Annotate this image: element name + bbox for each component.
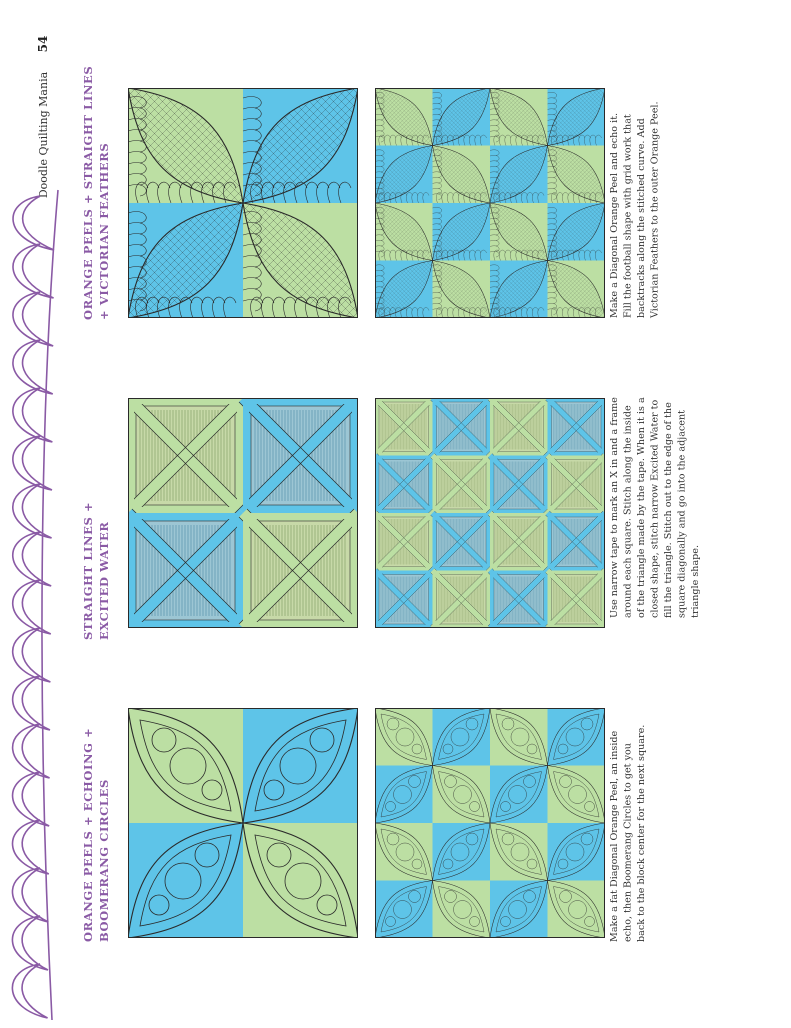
section-title-line: ORANGE PEELS + ECHOING +	[81, 727, 95, 942]
caption-line: around each square. Stitch along the inside	[622, 405, 634, 618]
feather-plume	[13, 484, 52, 538]
caption-line: triangle shape.	[690, 544, 701, 618]
caption-line: Make a fat Diagonal Orange Peel, an inside	[609, 730, 620, 942]
caption-line: Use narrow tape to mark an X in and a frame	[609, 397, 620, 618]
feather-plume	[12, 868, 48, 922]
block-orange-peel-echo-large	[128, 708, 358, 938]
section-captions	[609, 101, 701, 942]
feather-plume	[13, 580, 51, 634]
section-title-line: STRAIGHT LINES +	[81, 501, 95, 640]
feather-border-decoration	[12, 190, 58, 1020]
feather-plume	[13, 436, 52, 490]
feather-spine	[42, 190, 58, 1020]
feather-plume	[13, 676, 50, 730]
section-titles	[81, 66, 111, 942]
caption-line: square diagonally and go into the adjacent	[676, 409, 688, 618]
feather-plume	[12, 916, 48, 970]
feather-plume	[13, 292, 53, 346]
caption-line: Make a Diagonal Orange Peel and echo it.	[609, 112, 620, 318]
caption-line: Fill the football shape with grid work that	[622, 114, 634, 318]
feather-plume	[13, 244, 54, 298]
feather-plume	[12, 964, 47, 1018]
caption-line: back to the block center for the next square.	[636, 724, 647, 942]
caption-line: Victorian Feathers to the outer Orange Peel.	[649, 101, 661, 318]
caption-line: closed shape, stitch narrow Excited Water to	[649, 399, 661, 618]
caption-line: of the triangle made by the tape. When it is a	[636, 397, 647, 618]
block-orange-peel-echo-small	[375, 708, 605, 938]
feather-plume	[13, 820, 49, 874]
section-title-line: EXCITED WATER	[97, 521, 111, 640]
feather-plume	[13, 628, 51, 682]
caption-line: backtracks along the stitched curve. Add	[636, 118, 647, 318]
caption-line: echo, then Boomerang Circles to get you	[622, 743, 634, 942]
block-straight-lines-large	[124, 394, 362, 632]
feather-plume	[13, 196, 54, 250]
section-title-line: ORANGE PEELS + STRAIGHT LINES	[81, 65, 95, 320]
caption-line: fill the triangle. Stitch out to the edge of the	[663, 402, 674, 618]
section-title-line: BOOMERANG CIRCLES	[97, 779, 111, 942]
running-head: Doodle Quilting Mania	[37, 71, 50, 199]
page-number: 54	[36, 35, 50, 53]
feather-plume	[13, 532, 51, 586]
section-title-line: + VICTORIAN FEATHERS	[97, 142, 111, 320]
block-straight-lines-small	[373, 396, 607, 630]
